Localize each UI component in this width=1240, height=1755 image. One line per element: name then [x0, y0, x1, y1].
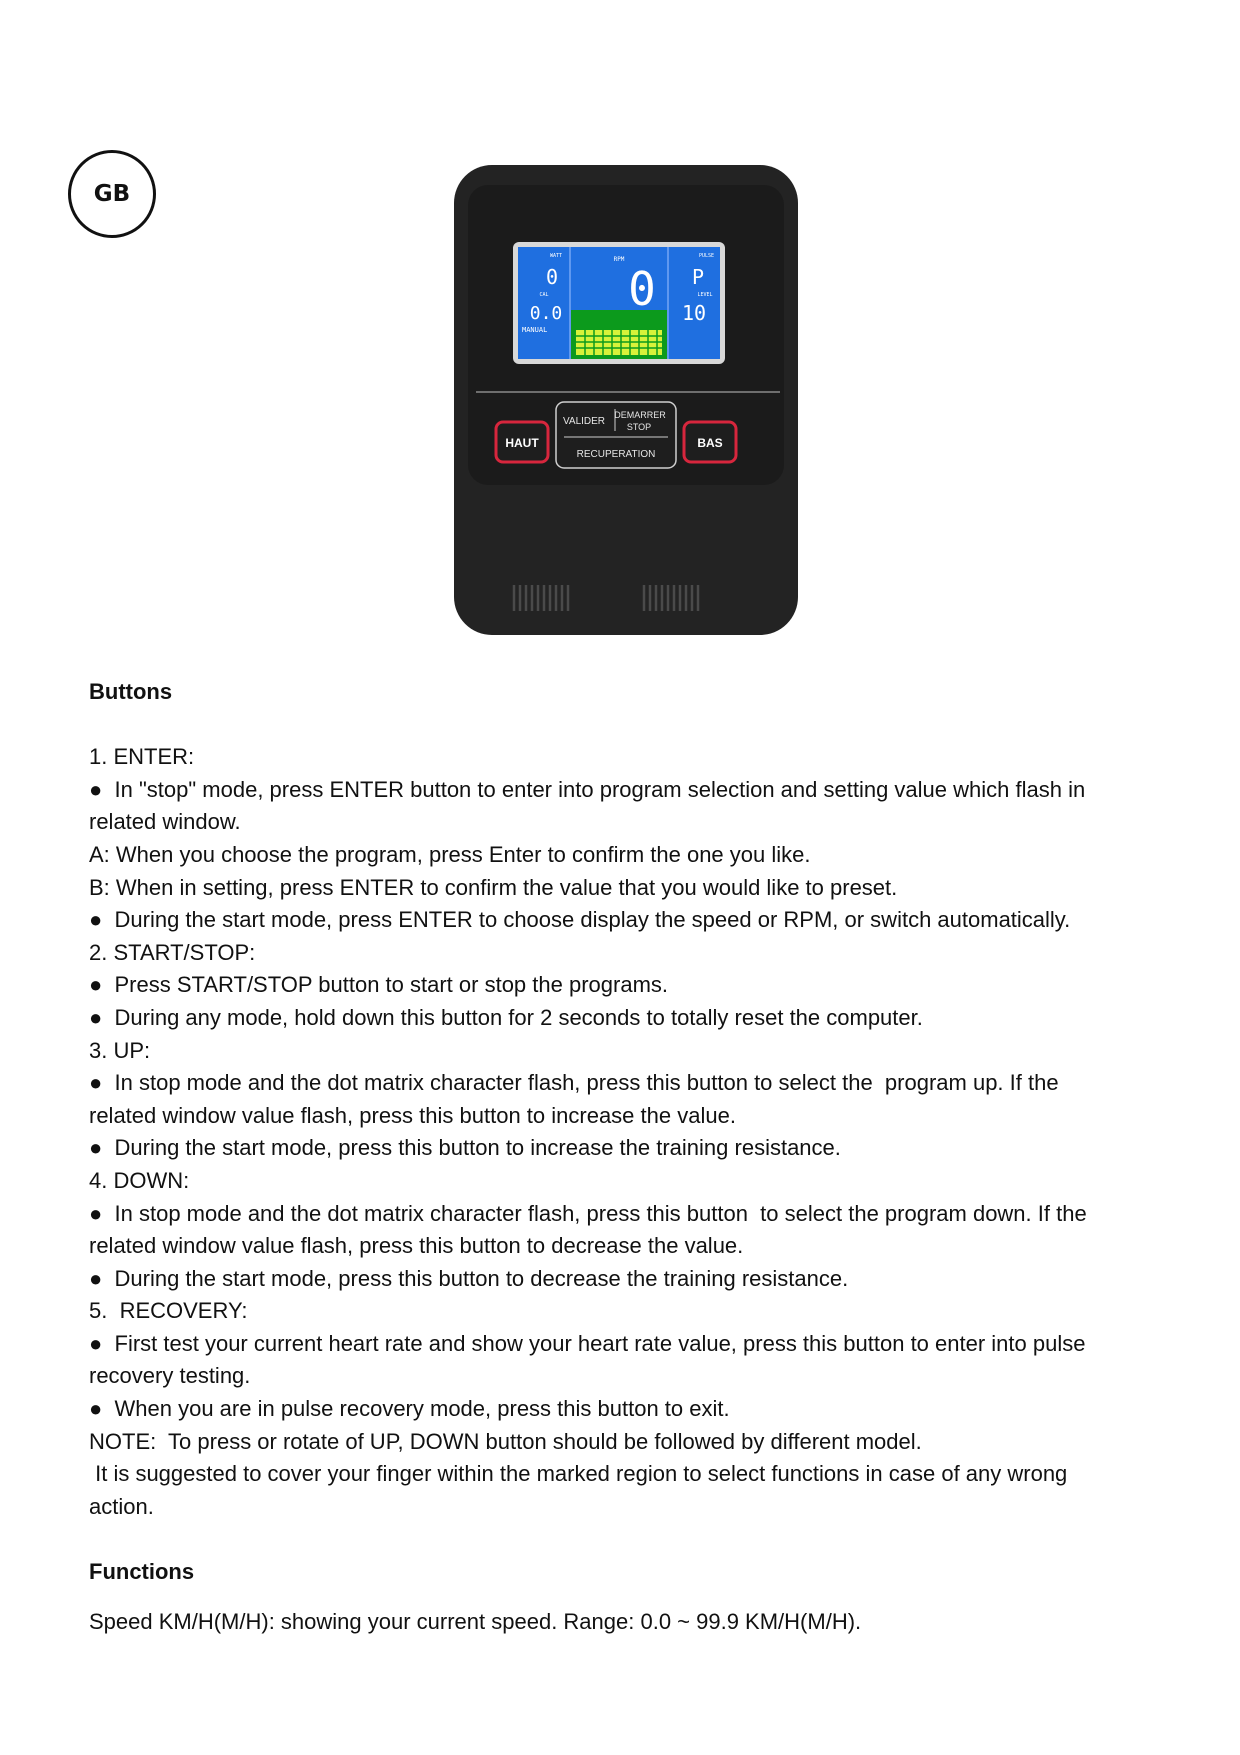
lcd-level-value: 10 — [681, 301, 707, 325]
instruction-line: action. — [89, 1493, 154, 1519]
instruction-line: 2. START/STOP: — [89, 939, 256, 965]
console-illustration — [452, 165, 804, 635]
lcd-mode-label: MANUAL — [522, 326, 548, 334]
haut-button-label: HAUT — [505, 436, 539, 450]
instruction-line: 4. DOWN: — [89, 1167, 190, 1193]
functions-heading: Functions — [89, 1559, 195, 1585]
instruction-line: ● During the start mode, press this button to increase the training resistance. — [89, 1135, 841, 1161]
lcd-cal-label: CAL — [539, 292, 549, 298]
instruction-line: ● During the start mode, press ENTER to choose display the speed or RPM, or switch automatically. — [89, 907, 1071, 933]
instruction-line: ● In "stop" mode, press ENTER button to enter into program selection and setting value which flash in — [89, 776, 1086, 802]
instruction-line: 3. UP: — [89, 1037, 151, 1063]
instruction-line: ● In stop mode and the dot matrix character flash, press this button to select the program down. If the — [89, 1200, 1087, 1226]
instruction-line: NOTE: To press or rotate of UP, DOWN button should be followed by different model. — [89, 1428, 922, 1454]
instruction-line: A: When you choose the program, press Enter to confirm the one you like. — [89, 841, 811, 867]
manual-content — [89, 676, 1169, 1638]
instruction-line: ● During the start mode, press this button to decrease the training resistance. — [89, 1265, 849, 1291]
instruction-line: 5. RECOVERY: — [89, 1298, 248, 1324]
buttons-heading: Buttons — [89, 679, 173, 704]
instruction-line: ● In stop mode and the dot matrix character flash, press this button to select the program up. If the — [89, 1070, 1059, 1096]
functions-text: Speed KM/H(M/H): showing your current speed. Range: 0.0 ~ 99.9 KM/H(M/H). — [89, 1608, 862, 1634]
instruction-line: recovery testing. — [89, 1363, 251, 1389]
instruction-line: related window. — [89, 809, 241, 835]
lcd-watt-label: WATT — [549, 253, 562, 259]
lcd-pulse-value: P — [691, 265, 705, 289]
instruction-line: 1. ENTER: — [89, 744, 195, 770]
lcd-watt-value: 0 — [545, 265, 559, 289]
instruction-line: It is suggested to cover your finger within the marked region to select functions in case of any wrong — [89, 1461, 1068, 1487]
demarrer-label: DEMARRER — [614, 410, 666, 420]
stop-label: STOP — [626, 422, 652, 432]
instruction-line: B: When in setting, press ENTER to confirm the value that you would like to preset. — [89, 874, 898, 900]
language-badge-gb — [68, 150, 156, 238]
recuperation-button-label: RECUPERATION — [576, 449, 656, 460]
instruction-line: related window value flash, press this button to increase the value. — [89, 1102, 736, 1128]
instruction-line: ● First test your current heart rate and show your heart rate value, press this button to enter into pulse — [89, 1330, 1086, 1356]
lcd-pulse-label: PULSE — [698, 253, 714, 259]
lcd-cal-value: 0.0 — [529, 303, 563, 324]
console-photo — [452, 165, 804, 635]
instruction-line: related window value flash, press this button to decrease the value. — [89, 1233, 744, 1259]
language-badge-label: GB — [93, 181, 131, 207]
valider-button-label: VALIDER — [562, 416, 606, 427]
lcd-rpm-value: 0 — [628, 262, 656, 316]
bas-button-label: BAS — [697, 436, 723, 450]
lcd-rpm-label: RPM — [613, 256, 625, 263]
lcd-level-label: LEVEL — [697, 292, 713, 298]
instruction-line: ● When you are in pulse recovery mode, press this button to exit. — [89, 1396, 730, 1422]
buttons-instructions — [89, 741, 1169, 1523]
instruction-line: ● During any mode, hold down this button for 2 seconds to totally reset the computer. — [89, 1004, 923, 1030]
instruction-line: ● Press START/STOP button to start or stop the programs. — [89, 972, 669, 998]
